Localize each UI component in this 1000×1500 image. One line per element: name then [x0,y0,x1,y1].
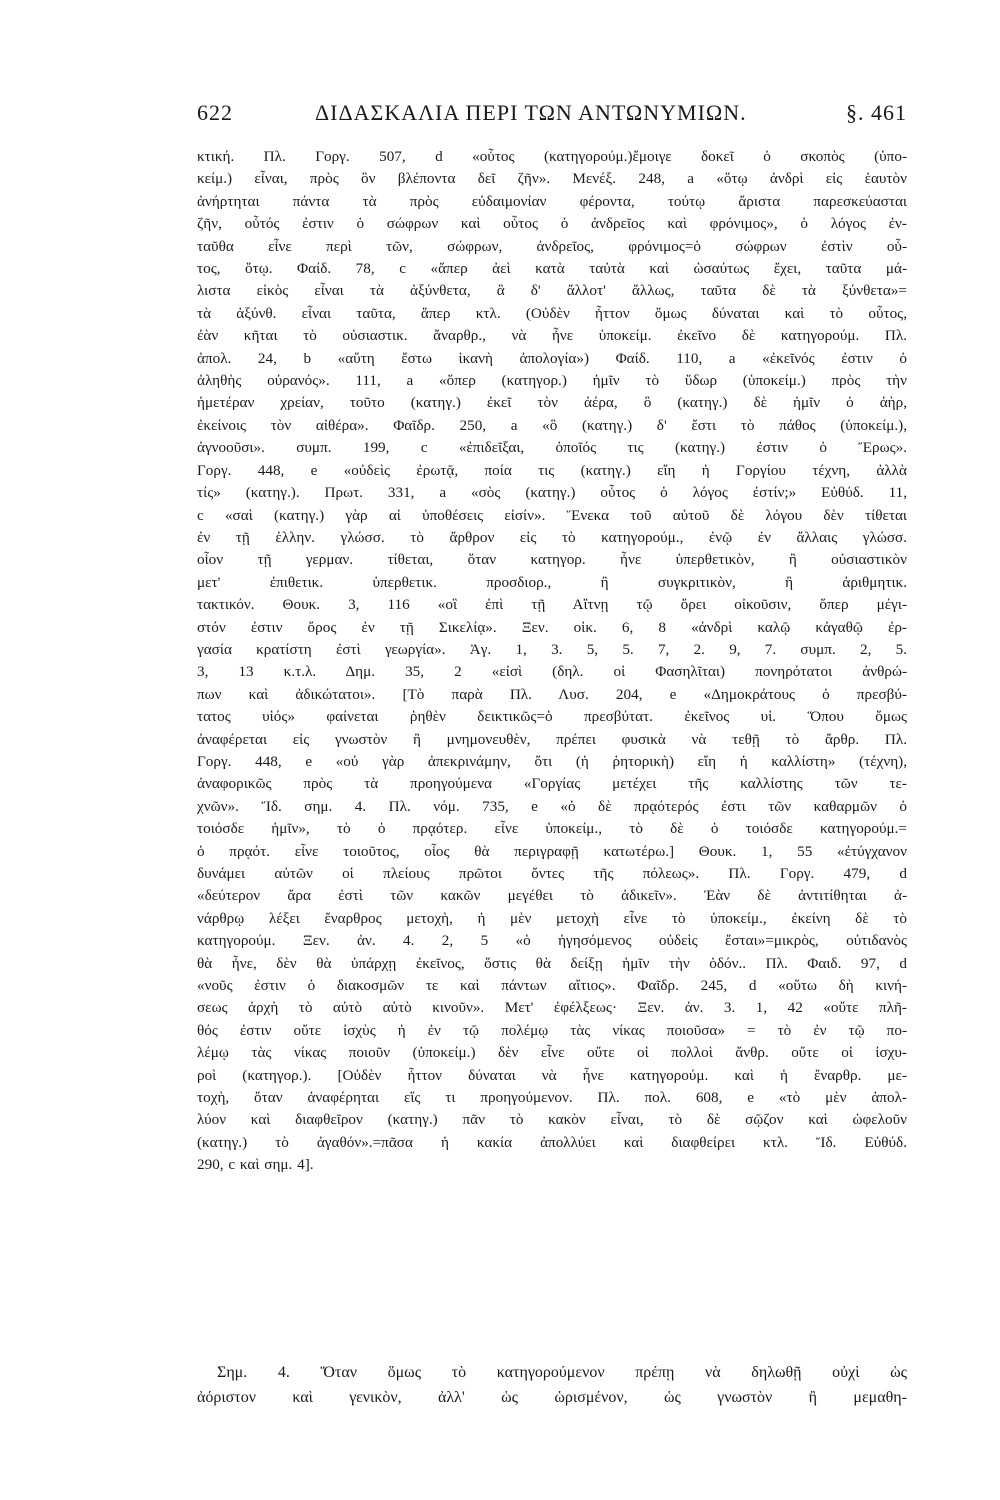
text-line: θὰ ἦνε, δὲν θὰ ὑπάρχῃ ἐκεῖνος, ὅστις θὰ δείξῃ ἡμῖν τὴν ὁδόν.. Πλ. Φαιδ. 97, d [197,954,907,972]
text-line: νάρθρῳ λέξει ἔναρθρος μετοχὴ, ἡ μὲν μετοχὴ εἶνε τὸ ὑποκείμ., ἐκείνη δὲ τὸ [197,909,907,927]
text-line: ζῆν, οὗτός ἐστιν ὁ σώφρων καὶ οὗτος ὁ ἀνδρεῖος καὶ φρόνιμος», ὁ λόγος ἐν- [197,215,907,233]
text-line: τίς» (κατηγ.). Πρωτ. 331, a «σὸς (κατηγ.) οὗτος ὁ λόγος ἐστίν;» Εὐθύδ. 11, [197,484,907,502]
text-line: χνῶν». Ἴδ. σημ. 4. Πλ. νόμ. 735, e «ὁ δὲ πρᾳότερός ἐστι τῶν καθαρμῶν ὁ [197,797,907,815]
text-line: ὁ πρᾳότ. εἶνε τοιοῦτος, οἷος θὰ περιγραφῇ κατωτέρω.] Θουκ. 1, 55 «ἐτύγχανον [197,842,907,860]
text-line: (κατηγ.) τὸ ἀγαθόν».=πᾶσα ἡ κακία ἀπολλύει καὶ διαφθείρει κτλ. Ἴδ. Εὐθύδ. [197,1133,907,1151]
note-line: Σημ. 4. Ὅταν ὅμως τὸ κατηγορούμενον πρέπῃ νὰ δηλωθῇ οὐχὶ ὡς [217,1364,907,1381]
text-line: ἡμετέραν χρείαν, τοῦτο (κατηγ.) ἐκεῖ τὸν ἀέρα, ὃ (κατηγ.) δὲ ἡμῖν ὁ ἀὴρ, [197,394,907,412]
text-line: λύον καὶ διαφθεῖρον (κατηγ.) πᾶν τὸ κακὸν εἶναι, τὸ δὲ σῷζον καὶ ὠφελοῦν [197,1111,907,1129]
text-line: Γοργ. 448, e «οὐδεὶς ἐρωτᾷ, ποία τις (κατηγ.) εἴη ἡ Γοργίου τέχνη, ἀλλὰ [197,461,907,479]
text-line: μετ' ἐπιθετικ. ὑπερθετικ. προσδιορ., ἢ συγκριτικὸν, ἢ ἀριθμητικ. [197,573,907,591]
text-line: τος, ὅτῳ. Φαίδ. 78, c «ἅπερ ἀεὶ κατὰ ταὐτὰ καὶ ὡσαύτως ἔχει, ταῦτα μά- [197,260,907,278]
text-line: πων καὶ ἀδικώτατοι». [Τὸ παρὰ Πλ. Λυσ. 204, e «Δημοκράτους ὁ πρεσβύ- [197,685,907,703]
text-line: ἀγνοοῦσι». συμπ. 199, c «ἐπιδεῖξαι, ὁποῖός τις (κατηγ.) ἐστιν ὁ Ἔρως». [197,439,907,457]
text-line: ταῦθα εἶνε περὶ τῶν, σώφρων, ἀνδρεῖος, φρόνιμος=ὁ σώφρων ἐστὶν οὗ- [197,237,907,255]
page-number: 622 [197,100,233,125]
text-line: ἐκείνοις τὸν αἰθέρα». Φαῖδρ. 250, a «ὃ (κατηγ.) δ' ἔστι τὸ πάθος (ὑποκείμ.), [197,416,907,434]
text-line: ἀνήρτηται πάντα τὰ πρὸς εὐδαιμονίαν φέροντα, τούτῳ ἄριστα παρεσκεύασται [197,192,907,210]
text-line: λιστα εἰκὸς εἶναι τὰ ἀξύνθετα, ἃ δ' ἄλλοτ' ἄλλως, ταῦτα δὲ τὰ ξύνθετα»= [197,282,907,300]
text-line: θός ἐστιν οὔτε ἰσχὺς ἡ ἐν τῷ πολέμῳ τὰς νίκας ποιοῦσα» = τὸ ἐν τῷ πο- [197,1021,907,1039]
text-line: οἷον τῇ γερμαν. τίθεται, ὅταν κατηγορ. ἦνε ὑπερθετικὸν, ἢ οὐσιαστικὸν [197,551,907,569]
text-line: γασία κρατίστη ἐστὶ γεωργία». Ἀγ. 1, 3. 5, 5. 7, 2. 9, 7. συμπ. 2, 5. [197,640,907,658]
text-line: ἀληθὴς οὐρανός». 111, a «ὅπερ (κατηγορ.) ἡμῖν τὸ ὕδωρ (ὑποκείμ.) πρὸς τὴν [197,372,907,390]
text-line: σεως ἀρχὴ τὸ αὐτὸ αὑτὸ κινοῦν». Μετ' ἐφέλξεως· Ξεν. ἀν. 3. 1, 42 «οὔτε πλῆ- [197,999,907,1017]
text-line: κείμ.) εἶναι, πρὸς ὃν βλέποντα δεῖ ζῆν». Μενέξ. 248, a «ὅτῳ ἀνδρὶ εἰς ἑαυτὸν [197,170,907,188]
text-line: ἐὰν κῆται τὸ οὐσιαστικ. ἄναρθρ., νὰ ἦνε ὑποκείμ. ἐκεῖνο δὲ κατηγορούμ. Πλ. [197,327,907,345]
text-line: «νοῦς ἐστιν ὁ διακοσμῶν τε καὶ πάντων αἴτιος». Φαῖδρ. 245, d «οὕτω δὴ κινή- [197,977,907,995]
note-line: ἀόριστον καὶ γενικὸν, ἀλλ' ὡς ὡρισμένον, ὡς γνωστὸν ἢ μεμαθη- [197,1389,907,1406]
text-line: c «σαὶ (κατηγ.) γὰρ αἱ ὑποθέσεις εἰσίν». Ἕνεκα τοῦ αὐτοῦ δὲ λόγου δὲν τίθεται [197,506,907,524]
text-line: ἀπολ. 24, b «αὕτη ἔστω ἱκανὴ ἀπολογία») Φαίδ. 110, a «ἐκεῖνός ἐστιν ὁ [197,349,907,367]
text-line: τοχὴ, ὅταν ἀναφέρηται εἴς τι προηγούμενον. Πλ. πολ. 608, e «τὸ μὲν ἀπολ- [197,1089,907,1107]
text-line: ἀναφορικῶς πρὸς τὰ προηγούμενα «Γοργίας μετέχει τῆς καλλίστης τῶν τε- [197,775,907,793]
text-line: τακτικόν. Θουκ. 3, 116 «οἳ ἐπὶ τῇ Αἴτνῃ τῷ ὄρει οἰκοῦσιν, ὅπερ μέγι- [197,596,907,614]
text-line: τοιόσδε ἡμῖν», τὸ ὁ πρᾳότερ. εἶνε ὑποκείμ., τὸ δὲ ὁ τοιόσδε κατηγορούμ.= [197,820,907,838]
text-line: «δεύτερον ἄρα ἐστὶ τῶν κακῶν μεγέθει τὸ ἀδικεῖν». Ἐὰν δὲ ἀντιτίθηται ἀ- [197,887,907,905]
text-line: 290, c καὶ σημ. 4]. [197,1156,314,1174]
text-line: λέμῳ τὰς νίκας ποιοῦν (ὑποκείμ.) δὲν εἶνε οὔτε οἱ πολλοὶ ἄνθρ. οὔτε οἱ ἰσχυ- [197,1044,907,1062]
section-number: §. 461 [846,100,907,125]
text-line: ἀναφέρεται εἰς γνωστὸν ἢ μνημονευθὲν, πρέπει φυσικὰ νὰ τεθῇ τὸ ἄρθρ. Πλ. [197,730,907,748]
text-line: κτική. Πλ. Γοργ. 507, d «οὗτος (κατηγορούμ.)ἔμοιγε δοκεῖ ὁ σκοπὸς (ὑπο- [197,148,907,165]
text-line: κατηγορούμ. Ξεν. ἀν. 4. 2, 5 «ὁ ἡγησόμενος οὐδεὶς ἔσται»=μικρὸς, οὐτιδανὸς [197,932,907,950]
text-line: τατος υἱός» φαίνεται ῥηθὲν δεικτικῶς=ὁ πρεσβύτατ. ἐκεῖνος υἱ. Ὅπου ὅμως [197,708,907,726]
text-line: δυνάμει αὐτῶν οἱ πλείους πρῶτοι ὄντες τῆς πόλεως». Πλ. Γοργ. 479, d [197,865,907,882]
text-line: 3, 13 κ.τ.λ. Δημ. 35, 2 «εἰσὶ (δηλ. οἱ Φασηλῖται) πονηρότατοι ἀνθρώ- [197,663,907,681]
text-line: ροὶ (κατηγορ.). [Οὐδὲν ἧττον δύναται νὰ ἦνε κατηγορούμ. καὶ ἡ ἔναρθρ. με- [197,1066,907,1084]
text-line: τὰ ἀξύνθ. εἶναι ταῦτα, ἅπερ κτλ. (Οὐδὲν ἧττον ὅμως δύναται καὶ τὸ οὗτος, [197,304,907,322]
text-line: στόν ἐστιν ὄρος ἐν τῇ Σικελίᾳ». Ξεν. οἰκ. 6, 8 «ἀνδρὶ καλῷ κἀγαθῷ ἐρ- [197,618,907,636]
page-title: ΔΙΔΑΣΚΑΛΙΑ ΠΕΡΙ ΤΩΝ ΑΝΤΩΝΥΜΙΩΝ. [315,100,747,125]
note-paragraph [197,1360,907,1410]
text-line: Γοργ. 448, e «οὐ γὰρ ἀπεκρινάμην, ὅτι (ἡ ῥητορικὴ) εἴη ἡ καλλίστη» (τέχνη), [197,752,907,770]
text-line: ἐν τῇ ἑλλην. γλώσσ. τὸ ἄρθρον εἰς τὸ κατηγορούμ., ἐνῷ ἐν ἄλλαις γλώσσ. [197,528,907,546]
running-header [197,100,907,132]
body-text [197,146,907,1177]
